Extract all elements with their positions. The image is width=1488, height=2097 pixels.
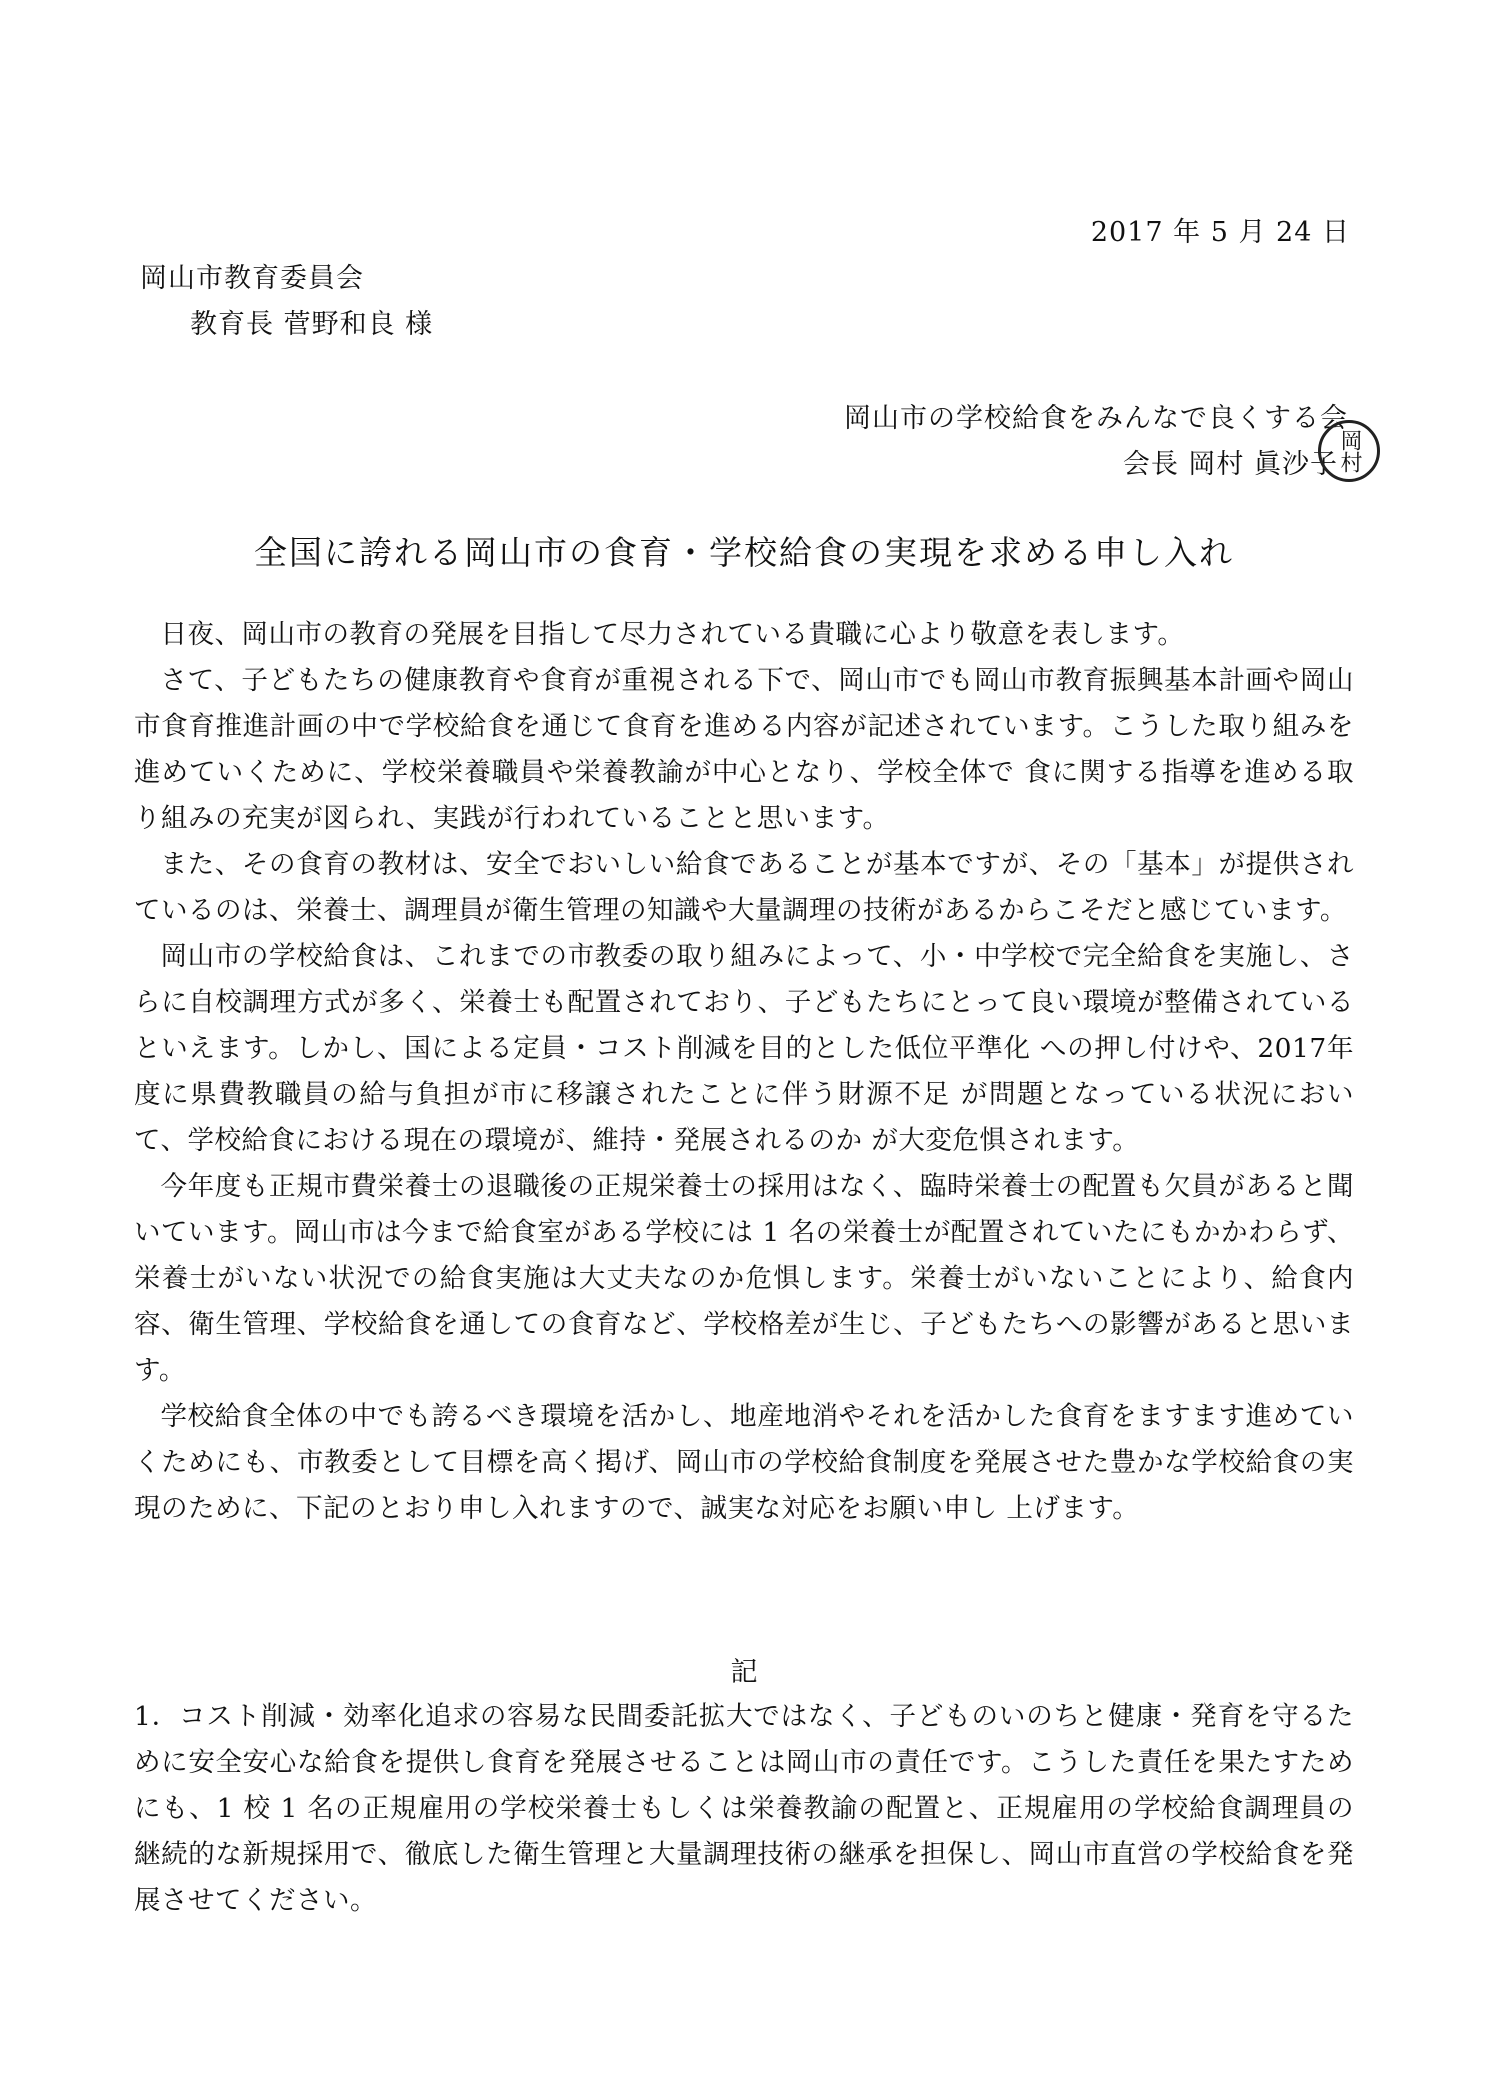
letter-date: 2017 年 5 月 24 日 bbox=[1090, 217, 1350, 248]
seal-stamp-icon bbox=[1318, 420, 1380, 482]
recipient-person: 教育長 菅野和良 様 bbox=[190, 309, 434, 340]
body-paragraph: 学校給食全体の中でも誇るべき環境を活かし、地産地消やそれを活かした食育をますます進めていくためにも、市教委として目標を高く掲げ、岡山市の学校給食制度を発展させた豊かな学校給食の実現のために、下記のとおり申し入れますので、誠実な対応をお願い申し 上げます。 bbox=[134, 1401, 1354, 1524]
body-paragraph: 今年度も正規市費栄養士の退職後の正規栄養士の採用はなく、臨時栄養士の配置も欠員があると聞いています。岡山市は今まで給食室がある学校には 1 名の栄養士が配置されていたにもかかわらず、栄養士がいない状況での給食実施は大丈夫なのか危惧します。栄養士がいないことにより、給食内容、衛生管理、学校給食を通しての食育など、学校格差が生じ、子どもたちへの影響があると思います。 bbox=[134, 1171, 1354, 1386]
body-paragraph: 岡山市の学校給食は、これまでの市教委の取り組みによって、小・中学校で完全給食を実施し、さらに自校調理方式が多く、栄養士も配置されており、子どもたちにとって良い環境が整備されているといえます。しかし、国による定員・コスト削減を目的とした低位平準化 への押し付けや、2017年度に県費教職員の給与負担が市に移譲されたことに伴う財源不足 が問題となっている状況において、学校給食における現在の環境が、維持・発展されるのか が大変危惧されます。 bbox=[134, 941, 1354, 1156]
body-paragraph: さて、子どもたちの健康教育や食育が重視される下で、岡山市でも岡山市教育振興基本計画や岡山市食育推進計画の中で学校給食を通じて食育を進める内容が記述されています。こうした取り組みを進めていくために、学校栄養職員や栄養教諭が中心となり、学校全体で 食に関する指導を進める取り組みの充実が図られ、実践が行われていることと思います。 bbox=[134, 665, 1354, 834]
request-item: 1．コスト削減・効率化追求の容易な民間委託拡大ではなく、子どものいのちと健康・発育を守るために安全安心な給食を提供し食育を発展させることは岡山市の責任です。こうした責任を果たすためにも、1 校 1 名の正規雇用の学校栄養士もしくは栄養教諭の配置と、正規雇用の学校給食調理員の継続的な新規採用で、徹底した衛生管理と大量調理技術の継承を担保し、岡山市直営の学校給食を発展させてください。 bbox=[134, 1701, 1354, 1916]
body-paragraph: 日夜、岡山市の教育の発展を目指して尽力されている貴職に心より敬意を表します。 bbox=[160, 619, 1185, 650]
ki-heading: 記 bbox=[730, 1657, 758, 1688]
body-paragraph: また、その食育の教材は、安全でおいしい給食であることが基本ですが、その「基本」が提供されているのは、栄養士、調理員が衛生管理の知識や大量調理の技術があるからこそだと感じています。 bbox=[134, 849, 1354, 926]
sender-person: 会長 岡村 眞沙子 bbox=[1122, 449, 1338, 480]
letter-body bbox=[134, 612, 1354, 1532]
recipient-organization: 岡山市教育委員会 bbox=[140, 263, 364, 294]
sender-organization: 岡山市の学校給食をみんなで良くする会 bbox=[844, 403, 1348, 434]
seal-text: 岡村 bbox=[1337, 429, 1362, 473]
letter-title: 全国に誇れる岡山市の食育・学校給食の実現を求める申し入れ bbox=[254, 533, 1234, 572]
